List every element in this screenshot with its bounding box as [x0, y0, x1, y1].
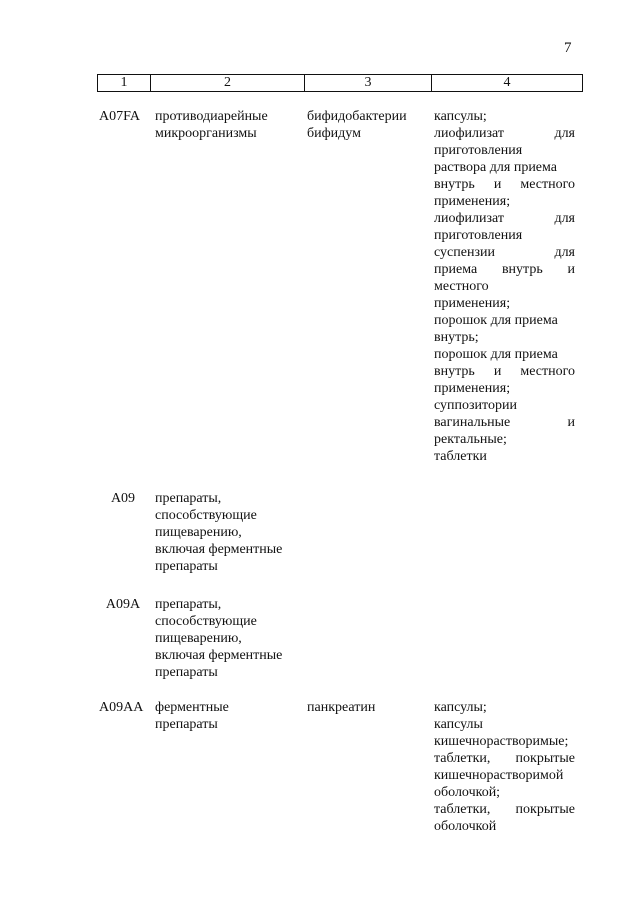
- drug-name: [307, 108, 427, 142]
- dosage-forms: [434, 699, 575, 835]
- anatomic-group: [155, 490, 300, 575]
- atc-code: A07FA: [99, 109, 140, 124]
- dosage-forms-line: таблетки, покрытые: [434, 751, 575, 766]
- anatomic-group-line: противодиарейные: [155, 109, 268, 124]
- atc-code: A09AA: [99, 700, 144, 715]
- dosage-forms-line: применения;: [434, 194, 511, 209]
- atc-code: A09A: [105, 597, 141, 612]
- dosage-forms-line: вагинальные и: [434, 415, 575, 430]
- dosage-forms-line: местного: [434, 279, 489, 294]
- anatomic-group-line: препараты,: [155, 597, 222, 612]
- dosage-forms-line: применения;: [434, 296, 511, 311]
- anatomic-group-line: включая ферментные: [155, 542, 283, 557]
- dosage-forms-line: раствора для приема: [434, 160, 557, 175]
- drug-name-line: бифидобактерии: [307, 109, 407, 124]
- anatomic-group: [155, 699, 300, 733]
- dosage-forms-line: приема внутрь и: [434, 262, 575, 277]
- anatomic-group-line: препараты,: [155, 491, 222, 506]
- dosage-forms-line: приготовления: [434, 228, 523, 243]
- anatomic-group-line: способствующие: [155, 614, 257, 629]
- dosage-forms-line: внутрь и местного: [434, 177, 575, 192]
- anatomic-group-line: препараты: [155, 559, 218, 574]
- dosage-forms-line: лиофилизат для: [434, 211, 575, 226]
- dosage-forms-line: оболочкой;: [434, 785, 501, 800]
- atc-code: A09: [110, 491, 136, 506]
- column-header-1: 1: [98, 75, 151, 92]
- column-header-3: 3: [305, 75, 432, 92]
- drug-name-line: бифидум: [307, 126, 361, 141]
- column-header-table: [97, 74, 583, 92]
- dosage-forms-line: приготовления: [434, 143, 523, 158]
- dosage-forms-line: оболочкой: [434, 819, 497, 834]
- column-header-2: 2: [151, 75, 305, 92]
- column-header-4: 4: [432, 75, 583, 92]
- anatomic-group-line: препараты: [155, 665, 218, 680]
- dosage-forms-line: капсулы;: [434, 700, 487, 715]
- dosage-forms-line: таблетки, покрытые: [434, 802, 575, 817]
- anatomic-group-line: ферментные: [155, 700, 229, 715]
- dosage-forms-line: суппозитории: [434, 398, 517, 413]
- dosage-forms-line: капсулы;: [434, 109, 487, 124]
- dosage-forms-line: суспензии для: [434, 245, 575, 260]
- anatomic-group-line: препараты: [155, 717, 218, 732]
- anatomic-group-line: пищеварению,: [155, 525, 242, 540]
- dosage-forms-line: внутрь и местного: [434, 364, 575, 379]
- dosage-forms-line: порошок для приема: [434, 313, 558, 328]
- dosage-forms-line: таблетки: [434, 449, 487, 464]
- dosage-forms-line: капсулы: [434, 717, 483, 732]
- dosage-forms: [434, 108, 575, 465]
- dosage-forms-line: применения;: [434, 381, 511, 396]
- anatomic-group: [155, 108, 300, 142]
- anatomic-group: [155, 596, 300, 681]
- anatomic-group-line: способствующие: [155, 508, 257, 523]
- dosage-forms-line: ректальные;: [434, 432, 507, 447]
- dosage-forms-line: кишечнорастворимые;: [434, 734, 569, 749]
- dosage-forms-line: лиофилизат для: [434, 126, 575, 141]
- anatomic-group-line: пищеварению,: [155, 631, 242, 646]
- dosage-forms-line: порошок для приема: [434, 347, 558, 362]
- drug-name-line: панкреатин: [307, 700, 376, 715]
- anatomic-group-line: микроорганизмы: [155, 126, 257, 141]
- dosage-forms-line: кишечнорастворимой: [434, 768, 564, 783]
- dosage-forms-line: внутрь;: [434, 330, 479, 345]
- anatomic-group-line: включая ферментные: [155, 648, 283, 663]
- page-number: 7: [564, 40, 572, 56]
- drug-name: [307, 699, 427, 716]
